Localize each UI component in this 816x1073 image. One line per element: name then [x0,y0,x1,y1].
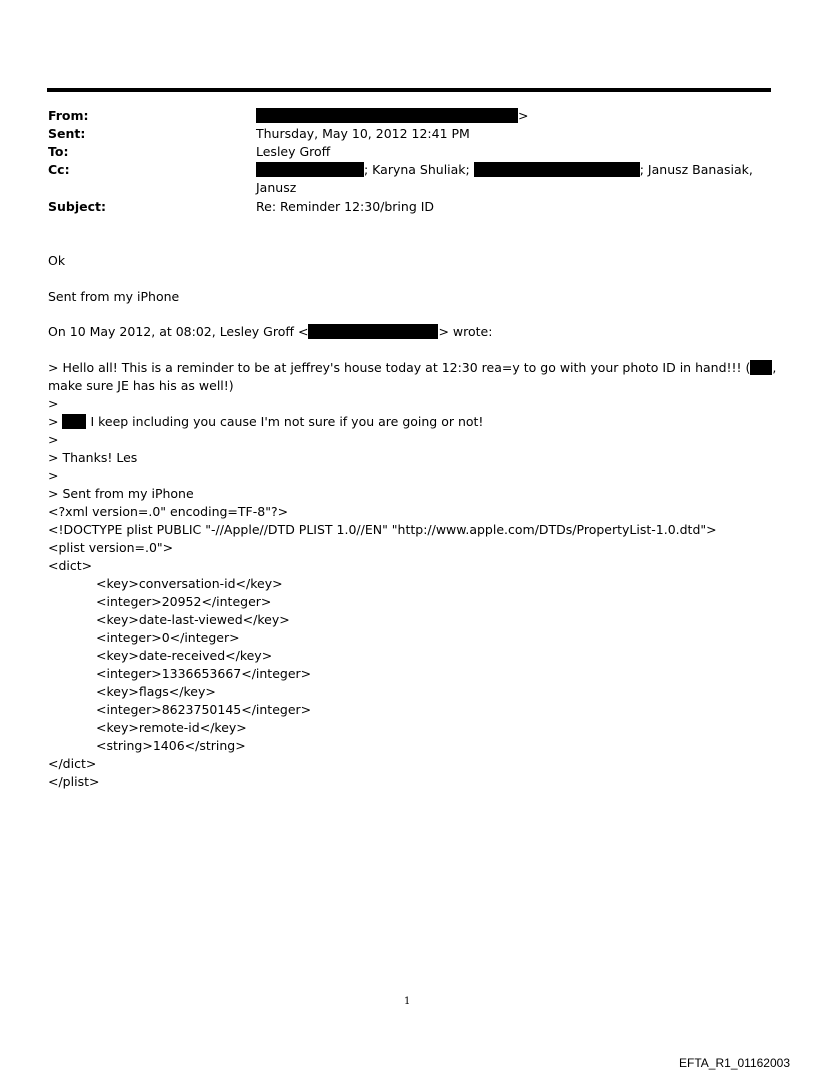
body-sent-from: Sent from my iPhone [48,289,180,304]
xml-line-16: </plist> [48,774,100,789]
xml-line-9: <key>date-received</key> [96,648,273,663]
quote-line-6: > Thanks! Les [48,450,138,465]
redaction-box [256,162,364,177]
quote-line-5: > [48,432,59,447]
from-suffix: > [518,108,529,123]
subject-label: Subject: [48,199,106,214]
quote-prefix: > [48,414,59,429]
redaction-box [750,360,772,375]
cc-line2: Janusz [256,180,297,195]
body-ok: Ok [48,253,66,268]
to-label: To: [48,144,69,159]
xml-line-13: <key>remote-id</key> [96,720,247,735]
quote-line-4 [48,413,483,431]
redaction-box [62,414,86,429]
xml-line-15: </dict> [48,756,97,771]
document-id: EFTA_R1_01162003 [679,1056,790,1070]
xml-line-14: <string>1406</string> [96,738,246,753]
cc-label: Cc: [48,162,70,177]
xml-line-8: <integer>0</integer> [96,630,240,645]
xml-line-12: <integer>8623750145</integer> [96,702,312,717]
redaction-box [308,324,438,339]
sent-label: Sent: [48,126,86,141]
header-rule [47,88,771,92]
from-label: From: [48,108,89,123]
body-on-line [48,323,492,341]
xml-line-10: <integer>1336653667</integer> [96,666,312,681]
from-value [256,108,528,124]
quote-text: > Hello all! This is a reminder to be at jeffrey's house today at 12:30 rea=y to go with your photo ID in hand!!! ( [48,360,751,375]
xml-line-7: <key>date-last-viewed</key> [96,612,290,627]
quote-line-1 [48,359,776,377]
quote-text: I keep including you cause I'm not sure if you are going or not! [86,414,484,429]
quote-line-3: > [48,396,59,411]
page-number: 1 [404,996,411,1007]
quote-text-end: , [772,360,777,375]
to-value: Lesley Groff [256,144,331,159]
xml-line-6: <integer>20952</integer> [96,594,272,609]
xml-line-2: <!DOCTYPE plist PUBLIC "-//Apple//DTD PLIST 1.0//EN" "http://www.apple.com/DTDs/PropertyList-1.0.dtd"> [48,522,717,537]
subject-value: Re: Reminder 12:30/bring ID [256,199,435,214]
quote-line-2: make sure JE has his as well!) [48,378,234,393]
redaction-box [256,108,518,123]
xml-line-5: <key>conversation-id</key> [96,576,283,591]
cc-value [256,162,753,178]
xml-line-3: <plist version=.0"> [48,540,174,555]
xml-line-4: <dict> [48,558,93,573]
sent-value: Thursday, May 10, 2012 12:41 PM [256,126,470,141]
xml-line-1: <?xml version=.0" encoding=TF-8"?> [48,504,289,519]
redaction-box [474,162,640,177]
cc-part1: ; Karyna Shuliak; [364,162,470,177]
xml-line-11: <key>flags</key> [96,684,216,699]
on-prefix: On 10 May 2012, at 08:02, Lesley Groff < [48,324,309,339]
quote-line-7: > [48,468,59,483]
cc-part2: ; Janusz Banasiak, [639,162,753,177]
on-suffix: > wrote: [438,324,493,339]
quote-line-8: > Sent from my iPhone [48,486,194,501]
